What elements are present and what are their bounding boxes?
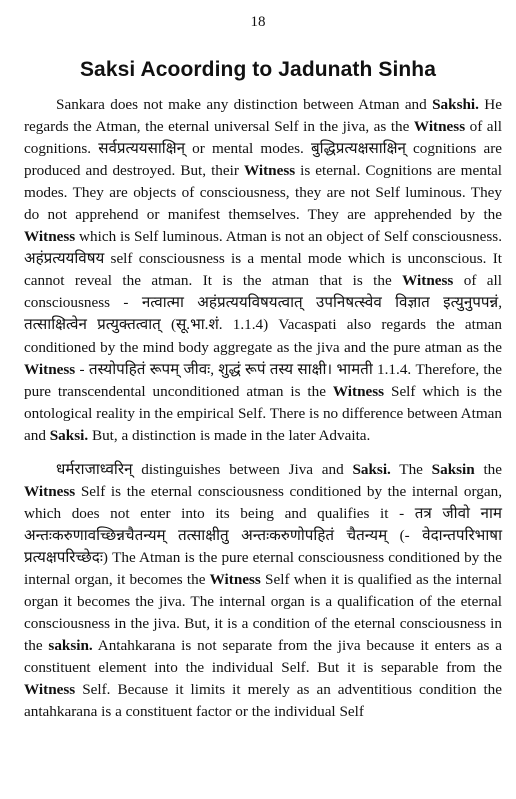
text-run: Self when it is qualified as the internal organ it becomes the jiva. The internal organ is a qualification of the eternal consciousness in the jiva. But, it is a condition of the eternal consciousness in the [24, 570, 502, 655]
bold-term: Witness [24, 360, 76, 378]
text-run: धर्मराजाध्वरिन् distinguishes between Jiva and [56, 460, 353, 478]
text-run: Antahkarana is not separate from the jiva because it enters as a constituent element into the individual Self. But it is separable from the [24, 637, 502, 677]
text-run: Self which is the ontological reality in the empirical Self. There is no difference between Atman and [24, 382, 502, 444]
text-run: - तस्योपहितं रूपम् जीवः, शुद्धं रूपं तस्य साक्षी। भामती 1.1.4. Therefore, the pure transcendental unconditioned atman is the [24, 360, 502, 400]
text-run: But, a distinction is made in the later Advaita. [88, 426, 371, 444]
bold-term: Saksin [431, 460, 475, 478]
text-run: The [390, 460, 432, 478]
bold-term: saksin. [48, 637, 93, 655]
text-run: of all consciousness - नत्वात्मा अहंप्रत्ययविषयत्वात् उपनिषत्स्वेव विज्ञात इत्युनुपपन्नं, तत्साक्षित्वेन प्रत्युक्तत्वात् (सू.भा.शं. 1.1.4) Vacaspati also regards the atman conditioned by the mind body aggregate as the jiva and the pure atman as the [24, 272, 502, 356]
text-run: Self is the eternal consciousness conditioned by the internal organ, which does not enter into its being and qualifies it - तत्र जीवो नाम अन्तःकरुणावच्छिन्नचैतन्यम् तत्साक्षीतु अन्तःकरुणोपहितं चैतन्यम् (- वेदान्तपरिभाषा प्रत्यक्षपरिच्छेदः) The Atman is the pure eternal consciousness conditioned by the internal organ, it becomes the [24, 482, 502, 588]
bold-term: Witness [24, 482, 76, 500]
text-run: is eternal. Cognitions are mental modes. They are objects of consciousness, they are not Self luminous. They do not apprehend or manifest themselves. They are apprehended by the [24, 162, 502, 224]
page-number: 18 [250, 14, 266, 30]
bold-term: Witness [243, 162, 296, 180]
bold-term: Sakshi. [432, 96, 479, 113]
paragraph-2 [24, 459, 502, 724]
text-run: the [474, 460, 503, 478]
paragraph-1 [24, 94, 502, 447]
text-run: He regards the Atman, the eternal universal Self in the jiva, as the [24, 96, 502, 136]
body-text [24, 94, 502, 723]
text-run: which is Self luminous. Atman is not an object of Self consciousness. अहंप्रत्ययविषय self consciousness is a mental mode which is unconscious. It cannot reveal the atman. It is the atman that is the [24, 228, 502, 290]
bold-term: Witness [24, 681, 76, 699]
bold-term: Witness [209, 570, 261, 588]
section-title: Saksi Acoording to Jadunath Sinha [79, 58, 437, 81]
text-run: Self. Because it limits it merely as an adventitious condition the antahkarana is a constituent factor or the individual Self [24, 681, 502, 721]
bold-term: Saksi. [352, 460, 391, 478]
bold-term: Saksi. [49, 426, 89, 444]
text-run: Sankara does not make any distinction between Atman and [56, 96, 433, 113]
bold-term: Witness [413, 118, 466, 136]
bold-term: Witness [332, 382, 385, 400]
bold-term: Witness [402, 272, 454, 290]
text-run: of all cognitions. सर्वप्रत्ययसाक्षिन् or mental modes. बुद्धिप्रत्यक्षसाक्षिन् cognitions are produced and destroyed. But, their [24, 118, 502, 180]
bold-term: Witness [24, 228, 76, 246]
